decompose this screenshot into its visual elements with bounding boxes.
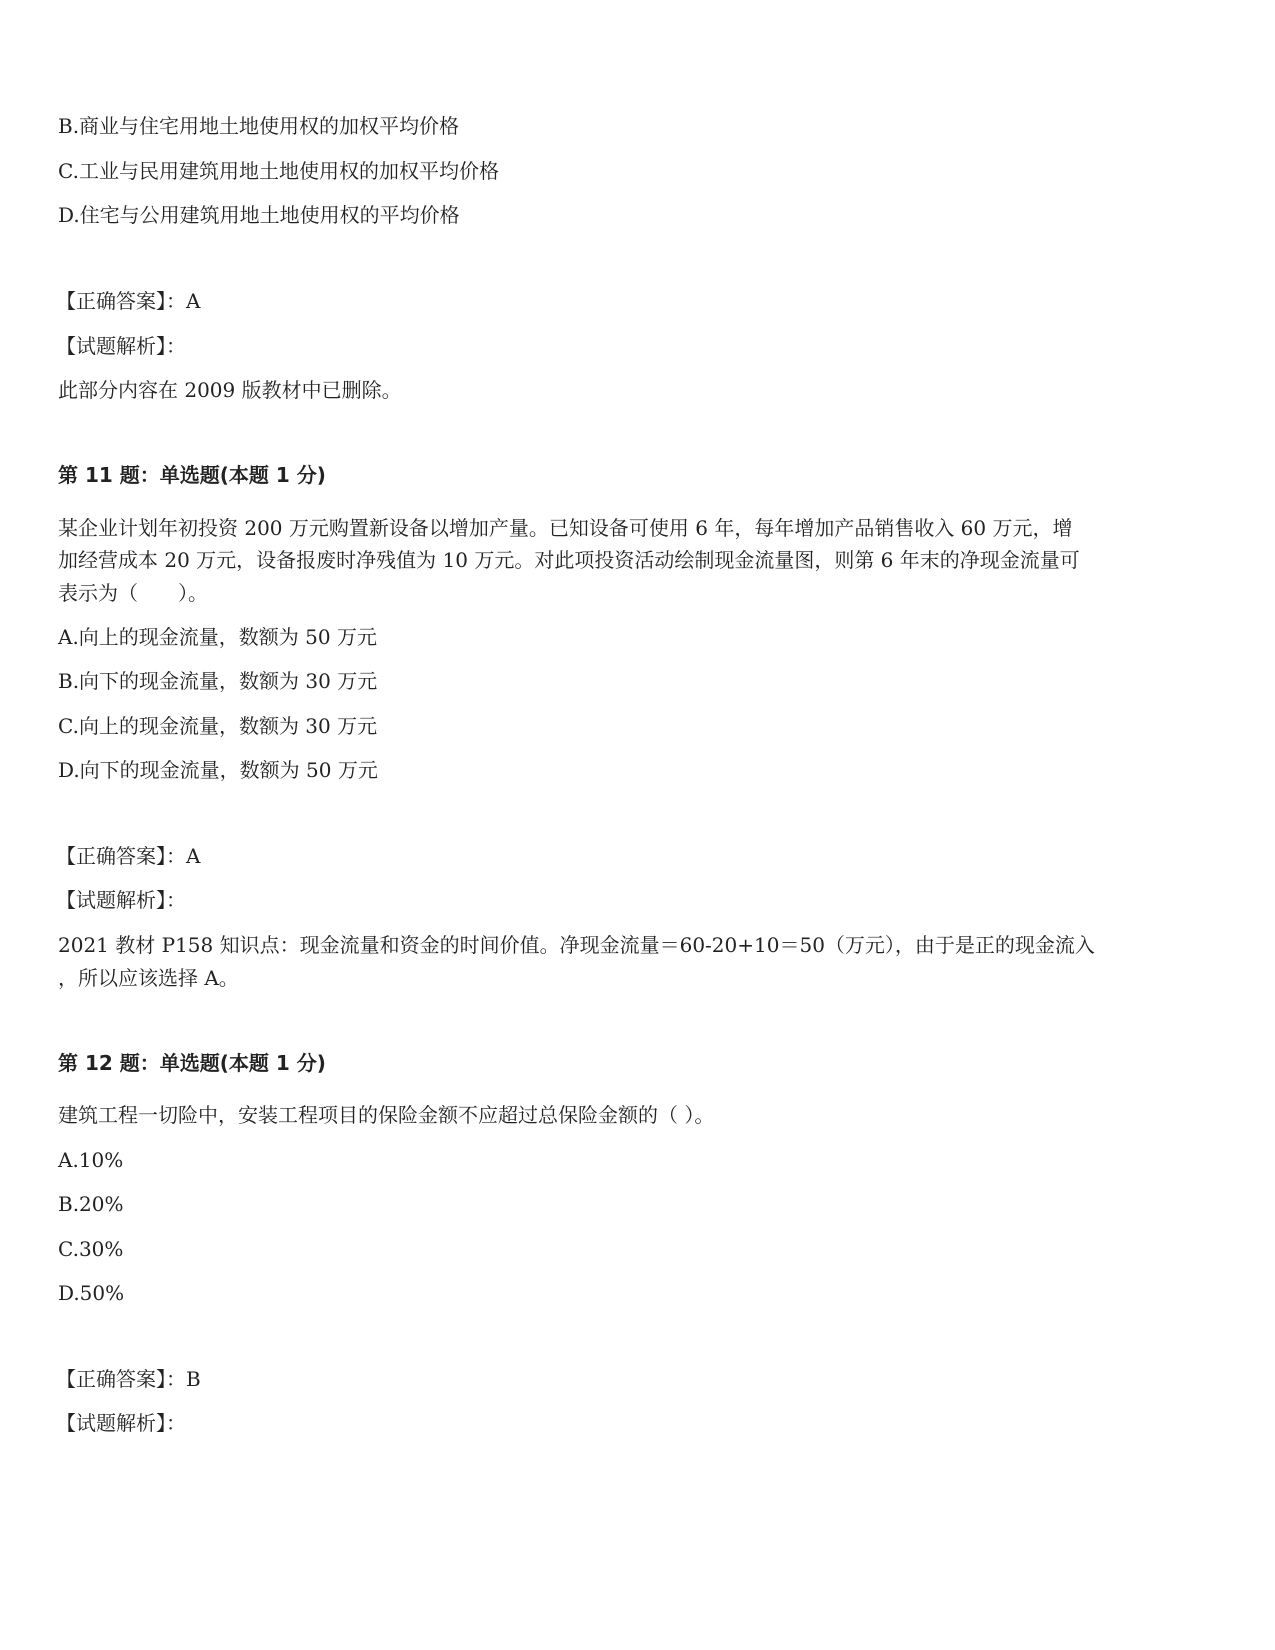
q10-analysis: 此部分内容在 2009 版教材中已删除。 bbox=[58, 378, 402, 402]
q10-option-c: C.工业与民用建筑用地土地使用权的加权平均价格 bbox=[58, 159, 499, 183]
q10-option-b: B.商业与住宅用地土地使用权的加权平均价格 bbox=[58, 114, 460, 138]
q11-analysis-line-2: ，所以应该选择 A。 bbox=[58, 966, 239, 990]
q11-title: 第 11 题：单选题(本题 1 分) bbox=[58, 463, 326, 487]
q11-analysis-label: 【试题解析】： bbox=[56, 888, 186, 912]
q11-option-d: D.向下的现金流量，数额为 50 万元 bbox=[58, 758, 378, 782]
q12-stem: 建筑工程一切险中，安装工程项目的保险金额不应超过总保险金额的（ ）。 bbox=[58, 1103, 715, 1127]
q12-option-d: D.50% bbox=[58, 1281, 125, 1305]
q10-option-d: D.住宅与公用建筑用地土地使用权的平均价格 bbox=[58, 203, 460, 227]
q12-option-b: B.20% bbox=[58, 1192, 124, 1216]
q11-stem-line-3: 表示为（ ）。 bbox=[58, 581, 208, 605]
q11-analysis-line-1: 2021 教材 P158 知识点：现金流量和资金的时间价值。净现金流量＝60-20+10＝50（万元），由于是正的现金流入 bbox=[58, 933, 1095, 957]
q10-answer: 【正确答案】：A bbox=[56, 289, 201, 313]
q12-option-a: A.10% bbox=[58, 1148, 124, 1172]
q10-analysis-label: 【试题解析】： bbox=[56, 334, 186, 358]
q11-stem-line-2: 加经营成本 20 万元，设备报废时净残值为 10 万元。对此项投资活动绘制现金流量图，则第 6 年末的净现金流量可 bbox=[58, 548, 1080, 572]
q11-stem-line-1: 某企业计划年初投资 200 万元购置新设备以增加产量。已知设备可使用 6 年，每年增加产品销售收入 60 万元，增 bbox=[58, 516, 1073, 540]
q12-analysis-label: 【试题解析】： bbox=[56, 1411, 186, 1435]
q12-option-c: C.30% bbox=[58, 1237, 124, 1261]
q11-answer: 【正确答案】：A bbox=[56, 844, 201, 868]
q11-option-b: B.向下的现金流量，数额为 30 万元 bbox=[58, 669, 378, 693]
q12-answer: 【正确答案】：B bbox=[56, 1367, 201, 1391]
q12-title: 第 12 题：单选题(本题 1 分) bbox=[58, 1051, 326, 1075]
q11-option-a: A.向上的现金流量，数额为 50 万元 bbox=[58, 625, 377, 649]
q11-option-c: C.向上的现金流量，数额为 30 万元 bbox=[58, 714, 378, 738]
